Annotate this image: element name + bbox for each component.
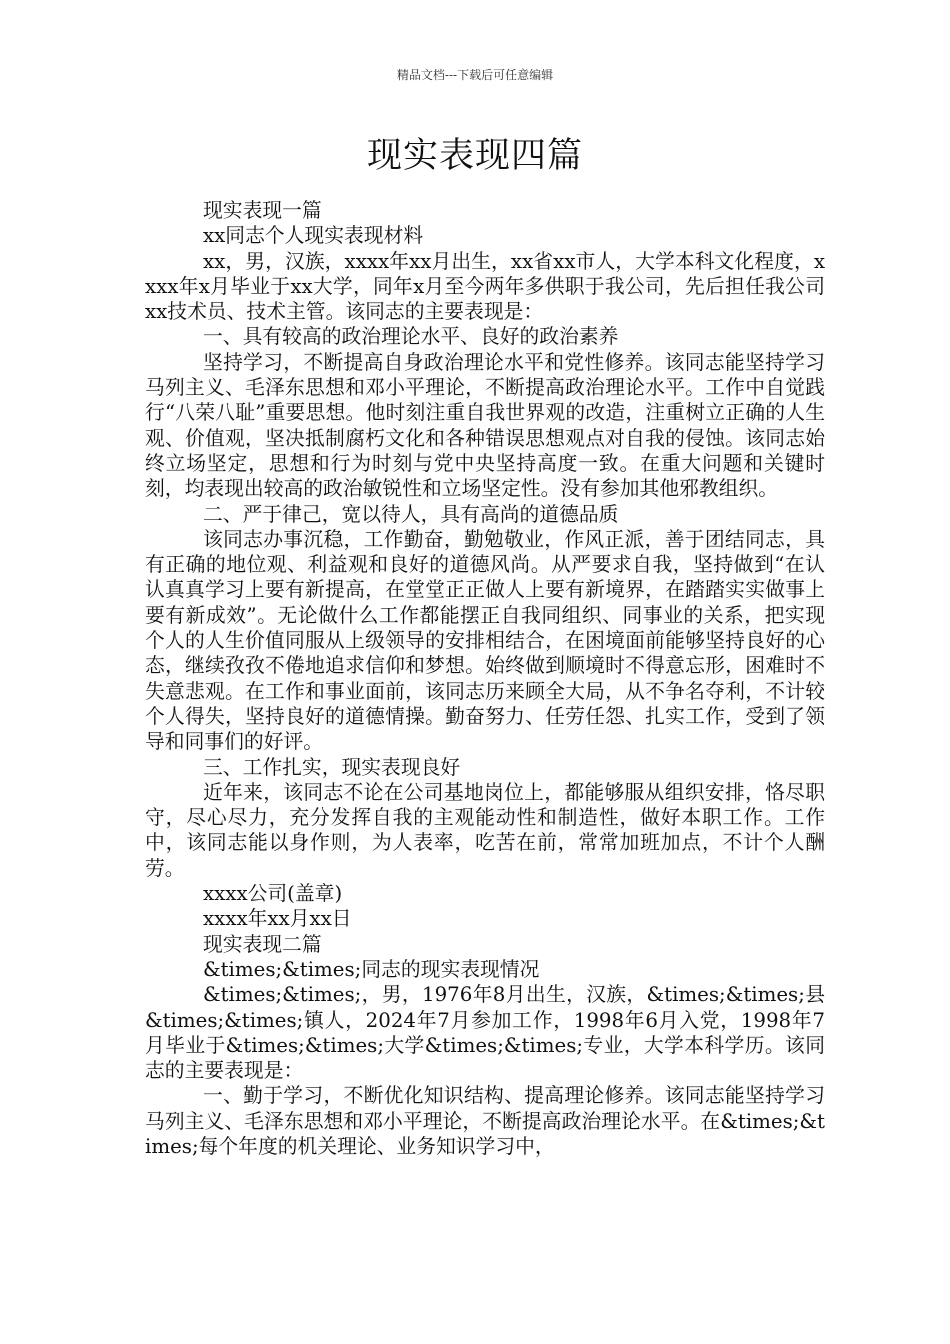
body-paragraph: xx，男，汉族，xxxx年xx月出生，xx省xx市人，大学本科文化程度，xxxx年x月毕业于xx大学，同年x月至今两年多供职于我公司，先后担任我公司xx技术员、技术主管。该同志的主要表现是：	[145, 249, 825, 324]
section-heading: 现实表现二篇	[203, 932, 322, 956]
company-seal-line: xxxx公司(盖章)	[203, 882, 343, 906]
date-line: xxxx年xx月xx日	[203, 907, 352, 931]
header-note: 精品文档---下载后可任意编辑	[396, 68, 554, 82]
subsection-heading: 二、严于律己，宽以待人，具有高尚的道德品质	[203, 502, 619, 526]
body-paragraph: 坚持学习，不断提高自身政治理论水平和党性修养。该同志能坚持学习马列主义、毛泽东思想和邓小平理论，不断提高政治理论水平。工作中自觉践行“八荣八耻”重要思想。他时刻注重自我世界观的改造，注重树立正确的人生观、价值观，坚决抵制腐朽文化和各种错误思想观点对自我的侵蚀。该同志始终立场坚定，思想和行为时刻与党中央坚持高度一致。在重大问题和关键时刻，均表现出较高的政治敏锐性和立场坚定性。没有参加其他邪教组织。	[145, 350, 825, 501]
body-paragraph: 该同志办事沉稳，工作勤奋，勤勉敬业，作风正派，善于团结同志，具有正确的地位观、利益观和良好的道德风尚。从严要求自我，坚持做到“在认认真真学习上要有新提高，在堂堂正正做人上要有新境界，在踏踏实实做事上要有新成效”。无论做什么工作都能摆正自我同组织、同事业的关系，把实现个人的人生价值同服从上级领导的安排相结合，在困境面前能够坚持良好的心态，继续孜孜不倦地追求信仰和梦想。始终做到顺境时不得意忘形，困难时不失意悲观。在工作和事业面前，该同志历来顾全大局，从不争名夺利，不计较个人得失，坚持良好的道德情操。勤奋努力、任劳任怨、扎实工作，受到了领导和同事们的好评。	[145, 527, 825, 754]
document-body	[145, 198, 825, 1159]
body-paragraph: 一、勤于学习，不断优化知识结构、提高理论修养。该同志能坚持学习马列主义、毛泽东思想和邓小平理论，不断提高政治理论水平。在&times;&times;每个年度的机关理论、业务知识学习中，	[145, 1084, 825, 1158]
material-title: xx同志个人现实表现材料	[203, 224, 424, 248]
subsection-heading: 三、工作扎实，现实表现良好	[203, 755, 461, 779]
material-title: &times;&times;同志的现实表现情况	[203, 957, 540, 981]
document-title: 现实表现四篇	[366, 136, 583, 176]
subsection-heading: 一、具有较高的政治理论水平、良好的政治素养	[203, 325, 619, 349]
section-heading: 现实表现一篇	[203, 199, 322, 222]
body-paragraph: &times;&times;，男，1976年8月出生，汉族，&times;&times;县&times;&times;镇人，2024年7月参加工作，1998年6月入党，1998年7月毕业于&times;&times;大学&times;&times;专业，大学本科学历。该同志的主要表现是：	[145, 983, 825, 1083]
body-paragraph: 近年来，该同志不论在公司基地岗位上，都能够服从组织安排，恪尽职守，尽心尽力，充分发挥自我的主观能动性和制造性，做好本职工作。工作中，该同志能以身作则，为人表率，吃苦在前，常常加班加点，不计个人酬劳。	[145, 780, 825, 880]
